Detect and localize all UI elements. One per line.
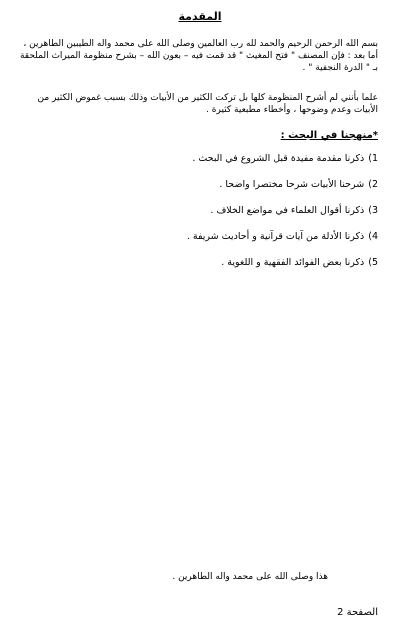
list-item-text: ذكرنا الأدلة من آيات قرآنية و أحاديث شريفة . bbox=[186, 231, 365, 242]
page-title: المقدمة bbox=[178, 10, 222, 23]
list-item-text: شرحنا الأبيات شرحا مختصرا واضحا . bbox=[219, 179, 365, 190]
list-item bbox=[78, 230, 378, 256]
page-number: الصفحة 2 bbox=[337, 607, 378, 618]
list-item-number: 5) bbox=[368, 257, 378, 268]
list-item bbox=[78, 178, 378, 204]
method-list bbox=[78, 152, 378, 282]
list-item-number: 2) bbox=[368, 179, 378, 190]
list-item-text: ذكرنا بعض الفوائد الفقهية و اللغوية . bbox=[221, 257, 365, 268]
closing-line: هذا وصلى الله على محمد واله الطاهرين . bbox=[172, 572, 328, 582]
list-item-number: 1) bbox=[368, 153, 378, 164]
list-item-number: 4) bbox=[368, 231, 378, 242]
list-item bbox=[78, 204, 378, 230]
method-heading: *منهجنا في البحث : bbox=[280, 130, 378, 141]
note-paragraph: علما بأنني لم أشرح المنظومة كلها بل تركت الكثير من الأبيات وذلك بسبب غموض الكثير من الأبيات وعدم وضوحها ، وأخطاء مطبعية كثيرة . bbox=[37, 93, 378, 115]
list-item-number: 3) bbox=[368, 205, 378, 216]
list-item bbox=[78, 152, 378, 178]
intro-paragraph: بسم الله الرحمن الرحيم والحمد لله رب العالمين وصلى الله على محمد واله الطيبين الطاهرين ، أما بعد : فإن المصنف " فتح المغيث " قد قمت فيه – بعون الله – بشرح منظومة الميراث الملحقة بـ " الدرة النجفية " . bbox=[19, 39, 378, 73]
list-item-text: ذكرنا أقوال العلماء في مواضع الخلاف . bbox=[210, 205, 365, 216]
list-item bbox=[78, 256, 378, 282]
list-item-text: ذكرنا مقدمة مفيدة قبل الشروع في البحث . bbox=[192, 153, 365, 164]
